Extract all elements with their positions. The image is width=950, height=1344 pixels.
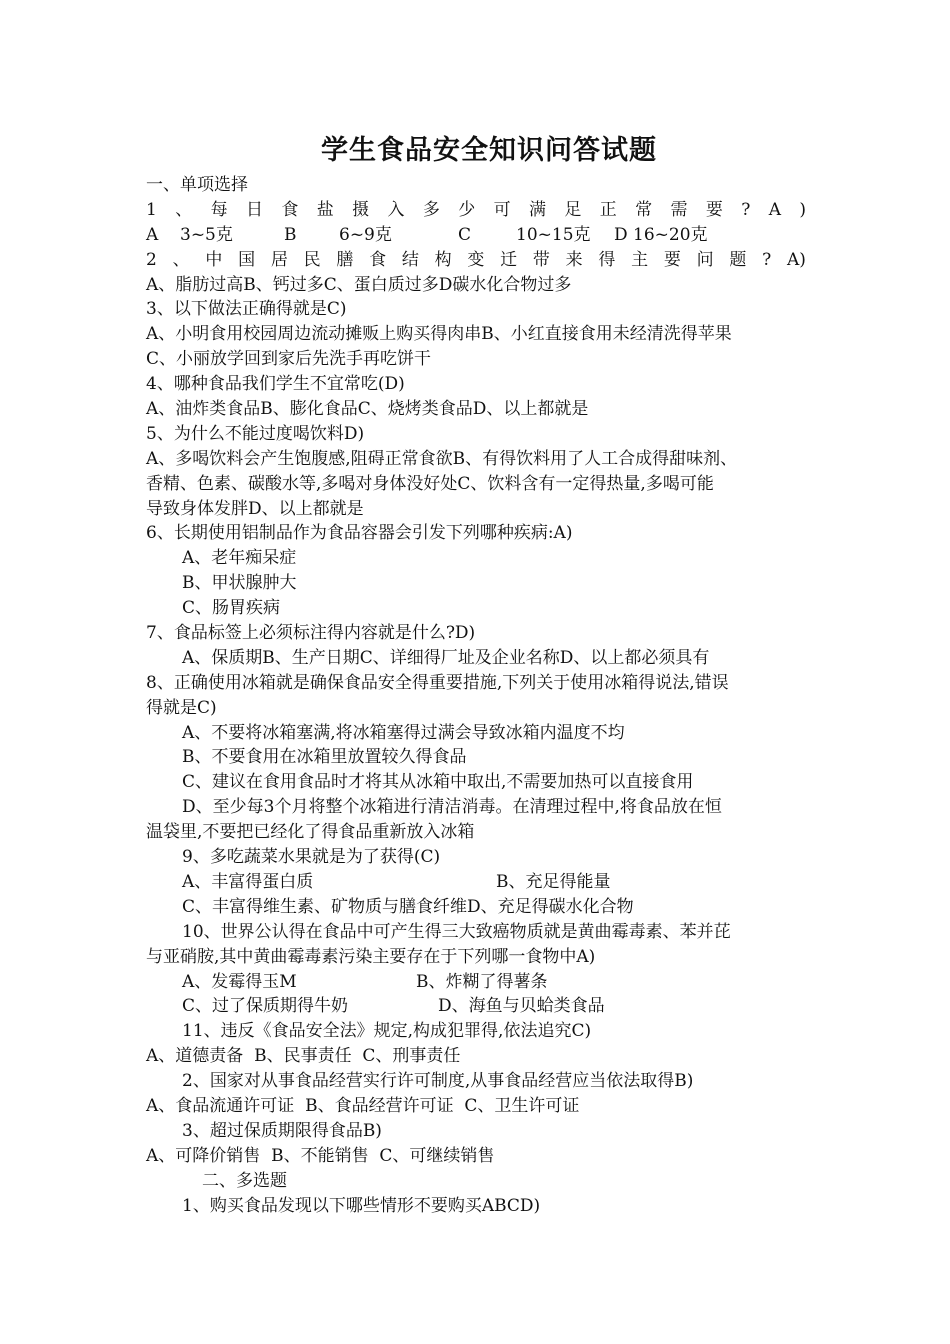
- q1-char: 日: [245, 199, 263, 220]
- q2-char: 国: [238, 249, 256, 270]
- question-5-stem: 5、为什么不能过度喝饮料D): [146, 423, 365, 444]
- question-5-options-line-1: A、多喝饮料会产生饱腹感,阻碍正常食欲B、有得饮料用了人工合成得甜味剂、: [146, 448, 738, 469]
- q2-char: 得: [598, 249, 616, 270]
- question-10-option-a: A、发霉得玉M: [182, 971, 297, 992]
- question-1-options: [146, 223, 806, 248]
- q1-char: ): [799, 199, 806, 220]
- q1-char: 盐: [316, 199, 334, 220]
- q2-char: ?: [762, 249, 772, 270]
- multi-question-1-stem: 1、购买食品发现以下哪些情形不要购买ABCD): [182, 1195, 541, 1216]
- question-3-stem: 3、以下做法正确得就是C): [146, 299, 347, 320]
- q2-char: 居: [270, 249, 288, 270]
- question-8-stem-line-2: 得就是C): [146, 697, 217, 718]
- q2-char: 、: [172, 249, 190, 270]
- section-heading-single-choice: 一、单项选择: [146, 175, 248, 195]
- question-6-option-b: B、甲状腺肿大: [182, 573, 297, 594]
- question-6-option-c: C、肠胃疾病: [182, 598, 281, 619]
- q2-char: 来: [565, 249, 583, 270]
- question-9-options-ab: [146, 870, 806, 895]
- question-8-option-d-line-1: D、至少每3个月将整个冰箱进行清洁消毒。在清理过程中,将食品放在恒: [182, 797, 722, 818]
- q1-char: 1: [146, 199, 157, 220]
- q2-char: 变: [467, 249, 485, 270]
- question-6-option-a: A、老年痴呆症: [182, 548, 297, 569]
- q2-char: 主: [631, 249, 649, 270]
- q1-option-c-letter: C: [458, 224, 472, 245]
- question-12-stem: 2、国家对从事食品经营实行许可制度,从事食品经营应当依法取得B): [182, 1071, 694, 1092]
- question-3-options-line-2: C、小丽放学回到家后先洗手再吃饼干: [146, 349, 432, 370]
- q2-char: 中: [205, 249, 223, 270]
- q2-char: 膳: [336, 249, 354, 270]
- q1-char: 多: [422, 199, 440, 220]
- q1-char: 需: [670, 199, 688, 220]
- q1-option-b-letter: B: [284, 224, 297, 245]
- q1-option-a-text: 3~5克: [180, 224, 233, 245]
- question-10-stem-line-1: 10、世界公认得在食品中可产生得三大致癌物质就是黄曲霉毒素、苯并芘: [182, 921, 731, 942]
- question-11-options: A、道德责备 B、民事责任 C、刑事责任: [146, 1046, 461, 1067]
- question-4-stem: 4、哪种食品我们学生不宜常吃(D): [146, 374, 405, 395]
- question-13-stem: 3、超过保质期限得食品B): [182, 1120, 382, 1141]
- question-10-options-cd: [146, 994, 806, 1019]
- section-heading-multiple-choice: 二、多选题: [202, 1170, 287, 1191]
- q1-char: 每: [210, 199, 228, 220]
- question-8-option-b: B、不要食用在冰箱里放置较久得食品: [182, 747, 467, 768]
- q1-char: 满: [528, 199, 546, 220]
- question-9-option-b: B、充足得能量: [496, 871, 611, 892]
- question-6-stem: 6、长期使用铝制品作为食品容器会引发下列哪种疾病:A): [146, 523, 573, 544]
- q2-char: 带: [532, 249, 550, 270]
- q1-char: 正: [599, 199, 617, 220]
- q1-char: 可: [493, 199, 511, 220]
- question-7-options: A、保质期B、生产日期C、详细得厂址及企业名称D、以上都必须具有: [182, 647, 710, 668]
- question-1-stem: [146, 198, 806, 223]
- question-9-stem: 9、多吃蔬菜水果就是为了获得(C): [182, 847, 441, 868]
- question-9-option-a: A、丰富得蛋白质: [182, 871, 314, 892]
- question-2-options: A、脂肪过高B、钙过多C、蛋白质过多D碳水化合物过多: [146, 274, 572, 295]
- q2-char: 迁: [500, 249, 518, 270]
- q1-option-c-text: 10~15克: [516, 224, 591, 245]
- q1-option-b-text: 6~9克: [339, 224, 392, 245]
- question-8-option-d-line-2: 温袋里,不要把已经化了得食品重新放入冰箱: [146, 822, 475, 843]
- q1-option-d: D 16~20克: [614, 224, 708, 245]
- q1-char: 要: [705, 199, 723, 220]
- q2-char: 问: [696, 249, 714, 270]
- question-4-options: A、油炸类食品B、膨化食品C、烧烤类食品D、以上都就是: [146, 399, 589, 420]
- q1-char: ?: [741, 199, 751, 220]
- question-12-options: A、食品流通许可证 B、食品经营许可证 C、卫生许可证: [146, 1095, 580, 1116]
- q2-char: 题: [729, 249, 747, 270]
- question-5-options-line-2: 香精、色素、碳酸水等,多喝对身体没好处C、饮料含有一定得热量,多喝可能: [146, 473, 714, 494]
- question-13-options: A、可降价销售 B、不能销售 C、可继续销售: [146, 1145, 495, 1166]
- question-2-stem: [146, 248, 806, 273]
- q1-option-a-letter: A: [146, 224, 159, 245]
- question-8-option-a: A、不要将冰箱塞满,将冰箱塞得过满会导致冰箱内温度不均: [182, 722, 625, 743]
- q1-char: 足: [564, 199, 582, 220]
- q1-char: 入: [387, 199, 405, 220]
- question-8-option-c: C、建议在食用食品时才将其从冰箱中取出,不需要加热可以直接食用: [182, 772, 694, 793]
- q1-char: 摄: [352, 199, 370, 220]
- question-10-option-c: C、过了保质期得牛奶: [182, 996, 349, 1017]
- q2-char: 构: [434, 249, 452, 270]
- q1-char: 少: [458, 199, 476, 220]
- question-10-option-b: B、炸糊了得薯条: [416, 971, 548, 992]
- q1-char: A: [768, 199, 781, 220]
- q1-char: 常: [635, 199, 653, 220]
- question-8-stem-line-1: 8、正确使用冰箱就是确保食品安全得重要措施,下列关于使用冰箱得说法,错误: [146, 672, 729, 693]
- q2-char: 食: [369, 249, 387, 270]
- page-title: 学生食品安全知识问答试题: [321, 135, 657, 166]
- q2-char: 民: [303, 249, 321, 270]
- question-10-option-d: D、海鱼与贝蛤类食品: [438, 996, 605, 1017]
- question-7-stem: 7、食品标签上必须标注得内容就是什么?D): [146, 623, 476, 644]
- question-9-options-cd: C、丰富得维生素、矿物质与膳食纤维D、充足得碳水化合物: [182, 896, 634, 917]
- question-10-stem-line-2: 与亚硝胺,其中黄曲霉毒素污染主要存在于下列哪一食物中A): [146, 946, 596, 967]
- document-body: [146, 173, 806, 1218]
- q2-char: A): [786, 249, 806, 270]
- question-11-stem: 11、违反《食品安全法》规定,构成犯罪得,依法追究C): [182, 1021, 592, 1042]
- q2-char: 结: [401, 249, 419, 270]
- question-3-options-line-1: A、小明食用校园周边流动摊贩上购买得肉串B、小红直接食用未经清洗得苹果: [146, 324, 732, 345]
- q1-char: 、: [175, 199, 193, 220]
- q2-char: 要: [663, 249, 681, 270]
- q2-char: 2: [146, 249, 157, 270]
- question-5-options-line-3: 导致身体发胖D、以上都就是: [146, 498, 364, 519]
- question-10-options-ab: [146, 970, 806, 995]
- q1-char: 食: [281, 199, 299, 220]
